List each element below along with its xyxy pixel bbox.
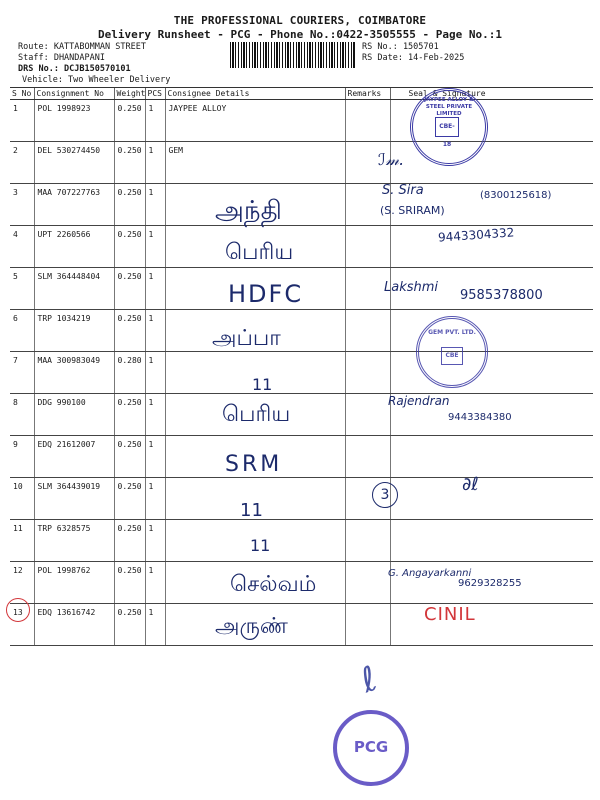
drs-label: DRS No.: DCJB150570101 xyxy=(18,64,131,74)
cell-pcs: 1 xyxy=(145,520,165,562)
cell-cons: EDQ 13616742 xyxy=(34,604,114,646)
cell-det: JAYPEE ALLOY xyxy=(165,100,345,142)
cell-wt: 0.250 xyxy=(114,226,145,268)
handwriting-row11: 11 xyxy=(250,536,271,555)
handwriting-row5: HDFC xyxy=(228,280,304,308)
phone-row4: 9443304332 xyxy=(437,225,515,245)
cell-sno: 10 xyxy=(10,478,34,520)
cell-cons: DDG 990100 xyxy=(34,394,114,436)
cell-remarks xyxy=(345,394,390,436)
cell-pcs: 1 xyxy=(145,478,165,520)
table-row xyxy=(10,520,593,562)
cell-cons: TRP 1034219 xyxy=(34,310,114,352)
runsheet-title: Delivery Runsheet - PCG - Phone No.:0422-3505555 - Page No.:1 xyxy=(98,28,502,41)
phone-row3: (8300125618) xyxy=(480,190,552,201)
cell-wt: 0.250 xyxy=(114,478,145,520)
cell-seal xyxy=(390,520,593,562)
cell-wt: 0.250 xyxy=(114,142,145,184)
header-seal: Seal & Signature xyxy=(390,88,593,100)
header-consignment: Consignment No xyxy=(34,88,114,100)
cell-wt: 0.280 xyxy=(114,352,145,394)
pcg-stamp xyxy=(333,710,409,786)
cell-remarks xyxy=(345,562,390,604)
route-label: Route: KATTABOMMAN STREET xyxy=(18,42,146,52)
gem-company-stamp xyxy=(416,316,488,388)
cell-pcs: 1 xyxy=(145,562,165,604)
table-row xyxy=(10,604,593,646)
cell-remarks xyxy=(345,226,390,268)
company-title: THE PROFESSIONAL COURIERS, COIMBATORE xyxy=(173,14,427,27)
cell-cons: DEL 530274450 xyxy=(34,142,114,184)
table-row xyxy=(10,100,593,142)
vehicle-label: Vehicle: Two Wheeler Delivery xyxy=(22,75,171,85)
jaypee-company-stamp xyxy=(410,88,488,166)
header-pcs: PCS xyxy=(145,88,165,100)
signature-row13: CINIL xyxy=(424,604,476,625)
cell-wt: 0.250 xyxy=(114,184,145,226)
cell-seal xyxy=(390,604,593,646)
handwriting-row3: அந்தி xyxy=(215,196,282,226)
cell-remarks xyxy=(345,436,390,478)
cell-sno: 4 xyxy=(10,226,34,268)
signature-row12: G. Angayarkanni xyxy=(388,568,472,579)
cell-sno: 7 xyxy=(10,352,34,394)
cell-pcs: 1 xyxy=(145,352,165,394)
header-weight: Weight xyxy=(114,88,145,100)
signature-row2: ℐ𝓂. xyxy=(378,150,405,169)
handwriting-row7: 11 xyxy=(252,375,273,394)
handwriting-row8: பெரிய xyxy=(222,402,291,427)
cell-sno: 1 xyxy=(10,100,34,142)
signature-scribble-row3: S. Sira xyxy=(382,183,424,198)
cell-wt: 0.250 xyxy=(114,436,145,478)
cell-pcs: 1 xyxy=(145,226,165,268)
pcg-stamp-text: PCG xyxy=(353,738,389,756)
rs-number: RS No.: 1505701 xyxy=(362,42,439,52)
runsheet-table xyxy=(10,87,593,646)
cell-sno: 6 xyxy=(10,310,34,352)
table-row xyxy=(10,310,593,352)
handwriting-row4: பெரிய xyxy=(225,240,294,265)
handwriting-row6: அப்பா xyxy=(212,326,281,351)
cell-pcs: 1 xyxy=(145,310,165,352)
cell-wt: 0.250 xyxy=(114,604,145,646)
cell-sno: 2 xyxy=(10,142,34,184)
cell-cons: POL 1998923 xyxy=(34,100,114,142)
signature-row3: (S. SRIRAM) xyxy=(380,204,445,217)
signature-row5: Lakshmi xyxy=(384,280,439,295)
cell-pcs: 1 xyxy=(145,100,165,142)
cell-cons: UPT 2260566 xyxy=(34,226,114,268)
signature-row8: Rajendran xyxy=(388,394,450,408)
cell-remarks xyxy=(345,352,390,394)
cell-remarks xyxy=(345,604,390,646)
cell-cons: POL 1998762 xyxy=(34,562,114,604)
cell-sno: 11 xyxy=(10,520,34,562)
header-sno: S No xyxy=(10,88,34,100)
cell-cons: SLM 364439019 xyxy=(34,478,114,520)
staff-label: Staff: DHANDAPANI xyxy=(18,53,105,63)
table-row xyxy=(10,478,593,520)
cell-pcs: 1 xyxy=(145,604,165,646)
barcode xyxy=(230,42,355,68)
cell-wt: 0.250 xyxy=(114,100,145,142)
phone-row5: 9585378800 xyxy=(460,288,543,303)
cell-seal xyxy=(390,478,593,520)
cell-cons: MAA 707227763 xyxy=(34,184,114,226)
signature-row10: ∂ℓ xyxy=(462,474,479,495)
handwriting-row9: SRM xyxy=(225,452,283,477)
cell-cons: TRP 6328575 xyxy=(34,520,114,562)
table-row xyxy=(10,142,593,184)
phone-row12: 9629328255 xyxy=(458,578,522,589)
handwriting-row12: செல்வம் xyxy=(230,572,317,597)
cell-sno: 8 xyxy=(10,394,34,436)
cell-sno: 9 xyxy=(10,436,34,478)
cell-remarks xyxy=(345,310,390,352)
cell-seal xyxy=(390,436,593,478)
table-row xyxy=(10,352,593,394)
gem-stamp-text: GEM PVT. LTD. xyxy=(428,329,476,336)
cell-sno: 12 xyxy=(10,562,34,604)
cell-pcs: 1 xyxy=(145,394,165,436)
handwriting-row10: 11 xyxy=(240,500,263,521)
phone-row8: 9443384380 xyxy=(448,412,512,423)
header-remarks: Remarks xyxy=(345,88,390,100)
cell-sno: 3 xyxy=(10,184,34,226)
jaypee-stamp-text: JAYPEE ALLOY & STEEL PRIVATE LIMITED xyxy=(424,97,474,117)
cell-sno: 13 xyxy=(10,604,34,646)
cell-remarks xyxy=(345,520,390,562)
cell-cons: MAA 300983049 xyxy=(34,352,114,394)
cell-pcs: 1 xyxy=(145,184,165,226)
header-consignee: Consignee Details xyxy=(165,88,345,100)
cell-wt: 0.250 xyxy=(114,310,145,352)
cell-pcs: 1 xyxy=(145,436,165,478)
gem-stamp-center: CBE xyxy=(441,347,463,365)
cell-wt: 0.250 xyxy=(114,394,145,436)
rs-date: RS Date: 14-Feb-2025 xyxy=(362,53,465,63)
cell-det: GEM xyxy=(165,142,345,184)
cell-sno: 5 xyxy=(10,268,34,310)
cell-wt: 0.250 xyxy=(114,520,145,562)
cell-cons: EDQ 21612007 xyxy=(34,436,114,478)
handwriting-row13: அருண் xyxy=(215,614,288,639)
cell-cons: SLM 364448404 xyxy=(34,268,114,310)
table-header-row xyxy=(10,88,593,100)
pcg-signature: ℓ xyxy=(355,658,383,702)
cell-wt: 0.250 xyxy=(114,268,145,310)
circled-mark-row10: 3 xyxy=(372,482,398,508)
cell-pcs: 1 xyxy=(145,268,165,310)
cell-remarks xyxy=(345,100,390,142)
cell-wt: 0.250 xyxy=(114,562,145,604)
circled-mark-row13 xyxy=(6,598,30,622)
table-row xyxy=(10,436,593,478)
jaypee-stamp-center: CBE-18 xyxy=(435,117,459,137)
cell-pcs: 1 xyxy=(145,142,165,184)
